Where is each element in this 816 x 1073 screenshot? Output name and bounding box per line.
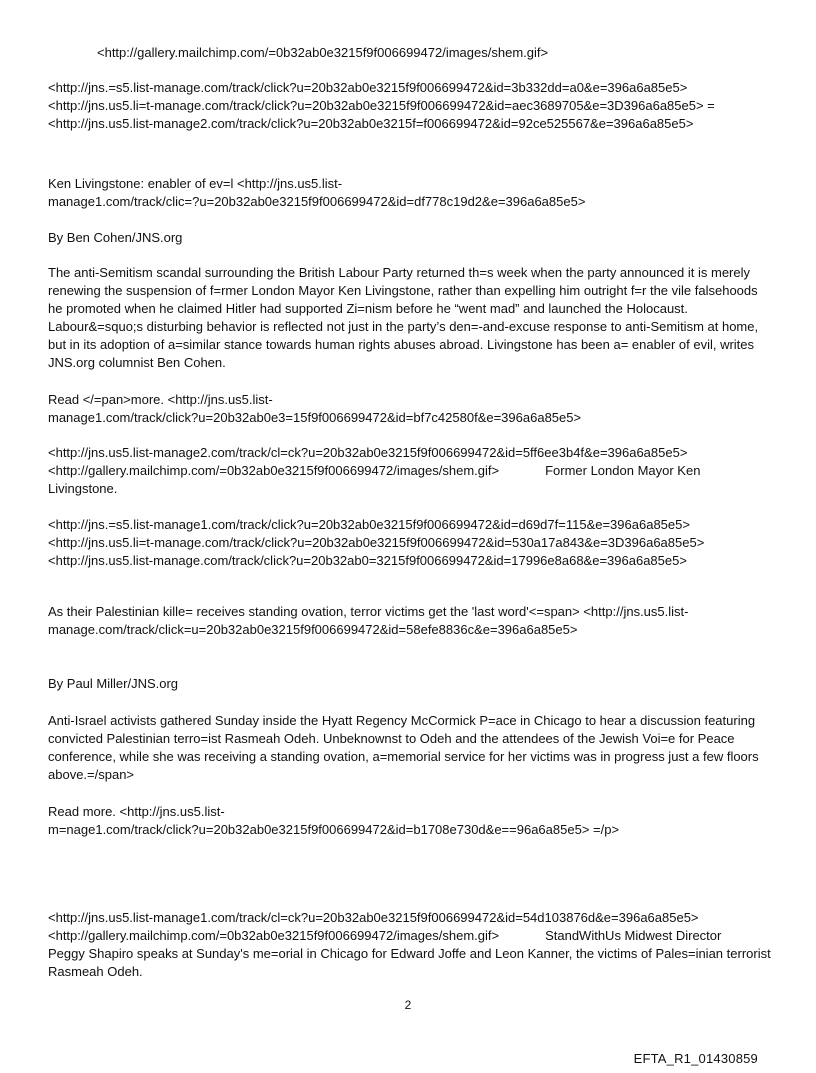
- headline-line: manage.com/track/click=u=20b32ab0e3215f9f006699472&id=58efe8836c&e=396a6a85e5>: [48, 622, 578, 637]
- link-group-1: [48, 79, 773, 133]
- link-line: <http://jns.us5.list-manage.com/track/click?u=20b32ab0=3215f9f006699472&id=17996e8a68&e=396a6a85e5>: [48, 553, 687, 568]
- caption-text: Former London Mayor Ken: [545, 463, 701, 478]
- byline-2: By Paul Miller/JNS.org: [48, 676, 179, 691]
- read-more-line: Read more. <http://jns.us5.list-: [48, 804, 225, 819]
- caption-text-cont: Livingstone.: [48, 481, 118, 496]
- page-number: 2: [404, 998, 412, 1012]
- link-line: <http://jns.us5.li=t-manage.com/track/click?u=20b32ab0e3215f9f006699472&id=530a17a843&e=3D396a6a85e5>: [48, 535, 705, 550]
- headline-1: [48, 175, 773, 211]
- read-more-1: [48, 391, 773, 427]
- caption-image-url: <http://gallery.mailchimp.com/=0b32ab0e3215f9f006699472/images/shem.gif>: [48, 463, 500, 478]
- read-more-line: Read </=pan>more. <http://jns.us5.list-: [48, 392, 273, 407]
- link-line: <http://jns.=s5.list-manage.com/track/click?u=20b32ab0e3215f9f006699472&id=3b332dd=a0&e=396a6a85e5>: [48, 80, 688, 95]
- article-body-1: The anti-Semitism scandal surrounding the British Labour Party returned th=s week when the party announced it is merely renewing the suspension of f=rmer London Mayor Ken Livingstone, rather than expelling him outright f=r the vile falsehoods he promoted when he claimed Hitler had supported Zi=nism before he “went mad” and launched the Holocaust. Labour&=squo;s disturbing behavior is reflected not just in the party’s den=-and-excuse response to anti-Semitism at home, but in its adoption of a=similar stance towards human rights abuses abroad. Livingstone has been a= enabler of evil, writes JNS.org columnist Ben Cohen.: [48, 265, 759, 370]
- image-url: <http://gallery.mailchimp.com/=0b32ab0e3215f9f006699472/images/shem.gif>: [97, 45, 549, 60]
- image-caption-2: [48, 909, 773, 981]
- caption-link: <http://jns.us5.list-manage2.com/track/cl=ck?u=20b32ab0e3215f9f006699472&id=5ff6ee3b4f&e=396a6a85e5>: [48, 445, 688, 460]
- caption-image-url: <http://gallery.mailchimp.com/=0b32ab0e3215f9f006699472/images/shem.gif>: [48, 928, 500, 943]
- caption-text-cont: Peggy Shapiro speaks at Sunday's me=orial in Chicago for Edward Joffe and Leon Kanner, the victims of Pales=inian terrorist Rasmeah Odeh.: [48, 946, 771, 979]
- link-group-2: [48, 516, 773, 570]
- document-id: EFTA_R1_01430859: [633, 1051, 758, 1066]
- headline-2: [48, 603, 773, 639]
- article-body-2: Anti-Israel activists gathered Sunday inside the Hyatt Regency McCormick P=ace in Chicago to hear a discussion featuring convicted Palestinian terro=ist Rasmeah Odeh. Unbeknownst to Odeh and the attendees of the Jewish Voi=e for Peace conference, while she was receiving a standing ovation, a=memorial service for her victims was in progress just a few floors above.=/span>: [48, 713, 759, 782]
- caption-text: StandWithUs Midwest Director: [545, 928, 722, 943]
- headline-line: manage1.com/track/clic=?u=20b32ab0e3215f9f006699472&id=df778c19d2&e=396a6a85e5>: [48, 194, 586, 209]
- headline-line: Ken Livingstone: enabler of ev=l <http://jns.us5.list-: [48, 176, 343, 191]
- byline-1: By Ben Cohen/JNS.org: [48, 230, 183, 245]
- read-more-line: manage1.com/track/click?u=20b32ab0e3=15f9f006699472&id=bf7c42580f&e=396a6a85e5>: [48, 410, 582, 425]
- caption-image-line: [48, 927, 773, 945]
- read-more-2: [48, 803, 773, 839]
- caption-image-line: [48, 462, 773, 480]
- link-line: <http://jns.=s5.list-manage1.com/track/click?u=20b32ab0e3215f9f006699472&id=d69d7f=115&e=396a6a85e5>: [48, 517, 690, 532]
- headline-line: As their Palestinian kille= receives standing ovation, terror victims get the 'last word'<=span> <http://jns.us5.list-: [48, 604, 689, 619]
- image-caption-1: [48, 444, 773, 498]
- link-line: <http://jns.us5.li=t-manage.com/track/click?u=20b32ab0e3215f9f006699472&id=aec3689705&e=3D396a6a85e5> =: [48, 98, 715, 113]
- caption-link: <http://jns.us5.list-manage1.com/track/cl=ck?u=20b32ab0e3215f9f006699472&id=54d103876d&e=396a6a85e5>: [48, 910, 699, 925]
- link-line: <http://jns.us5.list-manage2.com/track/click?u=20b32ab0e3215f=f006699472&id=92ce525567&e=396a6a85e5>: [48, 116, 694, 131]
- read-more-line: m=nage1.com/track/click?u=20b32ab0e3215f9f006699472&id=b1708e730d&e==96a6a85e5> =/p>: [48, 822, 620, 837]
